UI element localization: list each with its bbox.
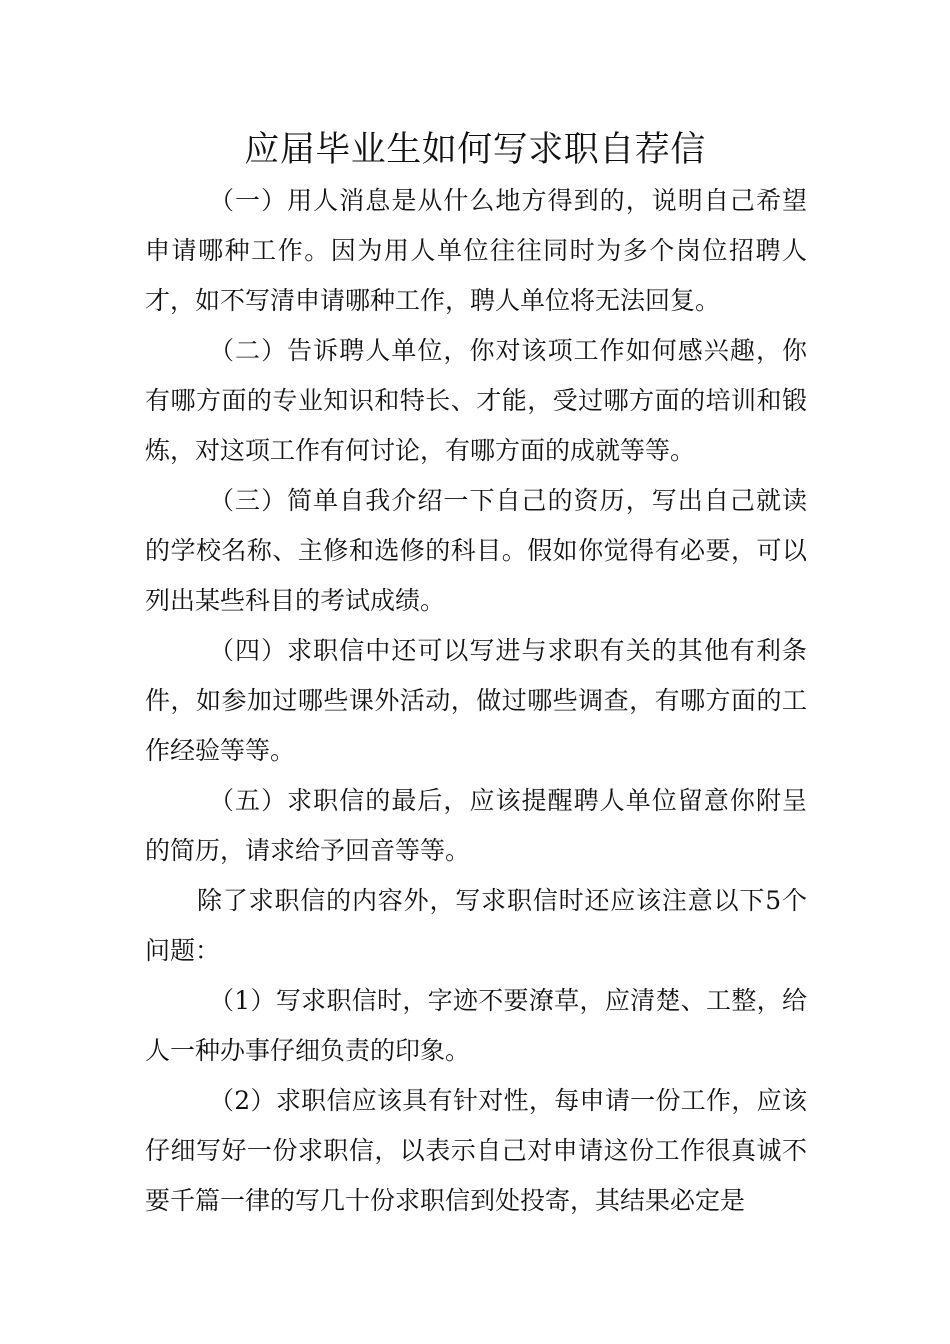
paragraph-7: （1）写求职信时，字迹不要潦草，应清楚、工整，给人一种办事仔细负责的印象。 <box>145 986 807 1065</box>
paragraph-1: （一）用人消息是从什么地方得到的，说明自己希望申请哪种工作。因为用人单位往往同时为多个岗位招聘人才，如不写清申请哪种工作，聘人单位将无法回复。 <box>145 186 807 315</box>
paragraph-3: （三）简单自我介绍一下自己的资历，写出自己就读的学校名称、主修和选修的科目。假如你觉得有必要，可以列出某些科目的考试成绩。 <box>145 486 807 615</box>
document-title: 应届毕业生如何写求职自荐信 <box>244 130 706 170</box>
paragraph-2: （二）告诉聘人单位，你对该项工作如何感兴趣，你有哪方面的专业知识和特长、才能，受过哪方面的培训和锻炼，对这项工作有何讨论，有哪方面的成就等等。 <box>145 336 807 465</box>
paragraph-8: （2）求职信应该具有针对性，每申请一份工作，应该仔细写好一份求职信，以表示自己对申请这份工作很真诚不要千篇一律的写几十份求职信到处投寄，其结果必定是 <box>145 1086 807 1215</box>
paragraph-5: （五）求职信的最后，应该提醒聘人单位留意你附呈的简历，请求给予回音等等。 <box>145 786 807 865</box>
paragraph-4: （四）求职信中还可以写进与求职有关的其他有利条件，如参加过哪些课外活动，做过哪些调查，有哪方面的工作经验等等。 <box>145 636 807 765</box>
document-body <box>145 176 807 1226</box>
paragraph-6: 除了求职信的内容外，写求职信时还应该注意以下5个问题： <box>145 886 807 965</box>
